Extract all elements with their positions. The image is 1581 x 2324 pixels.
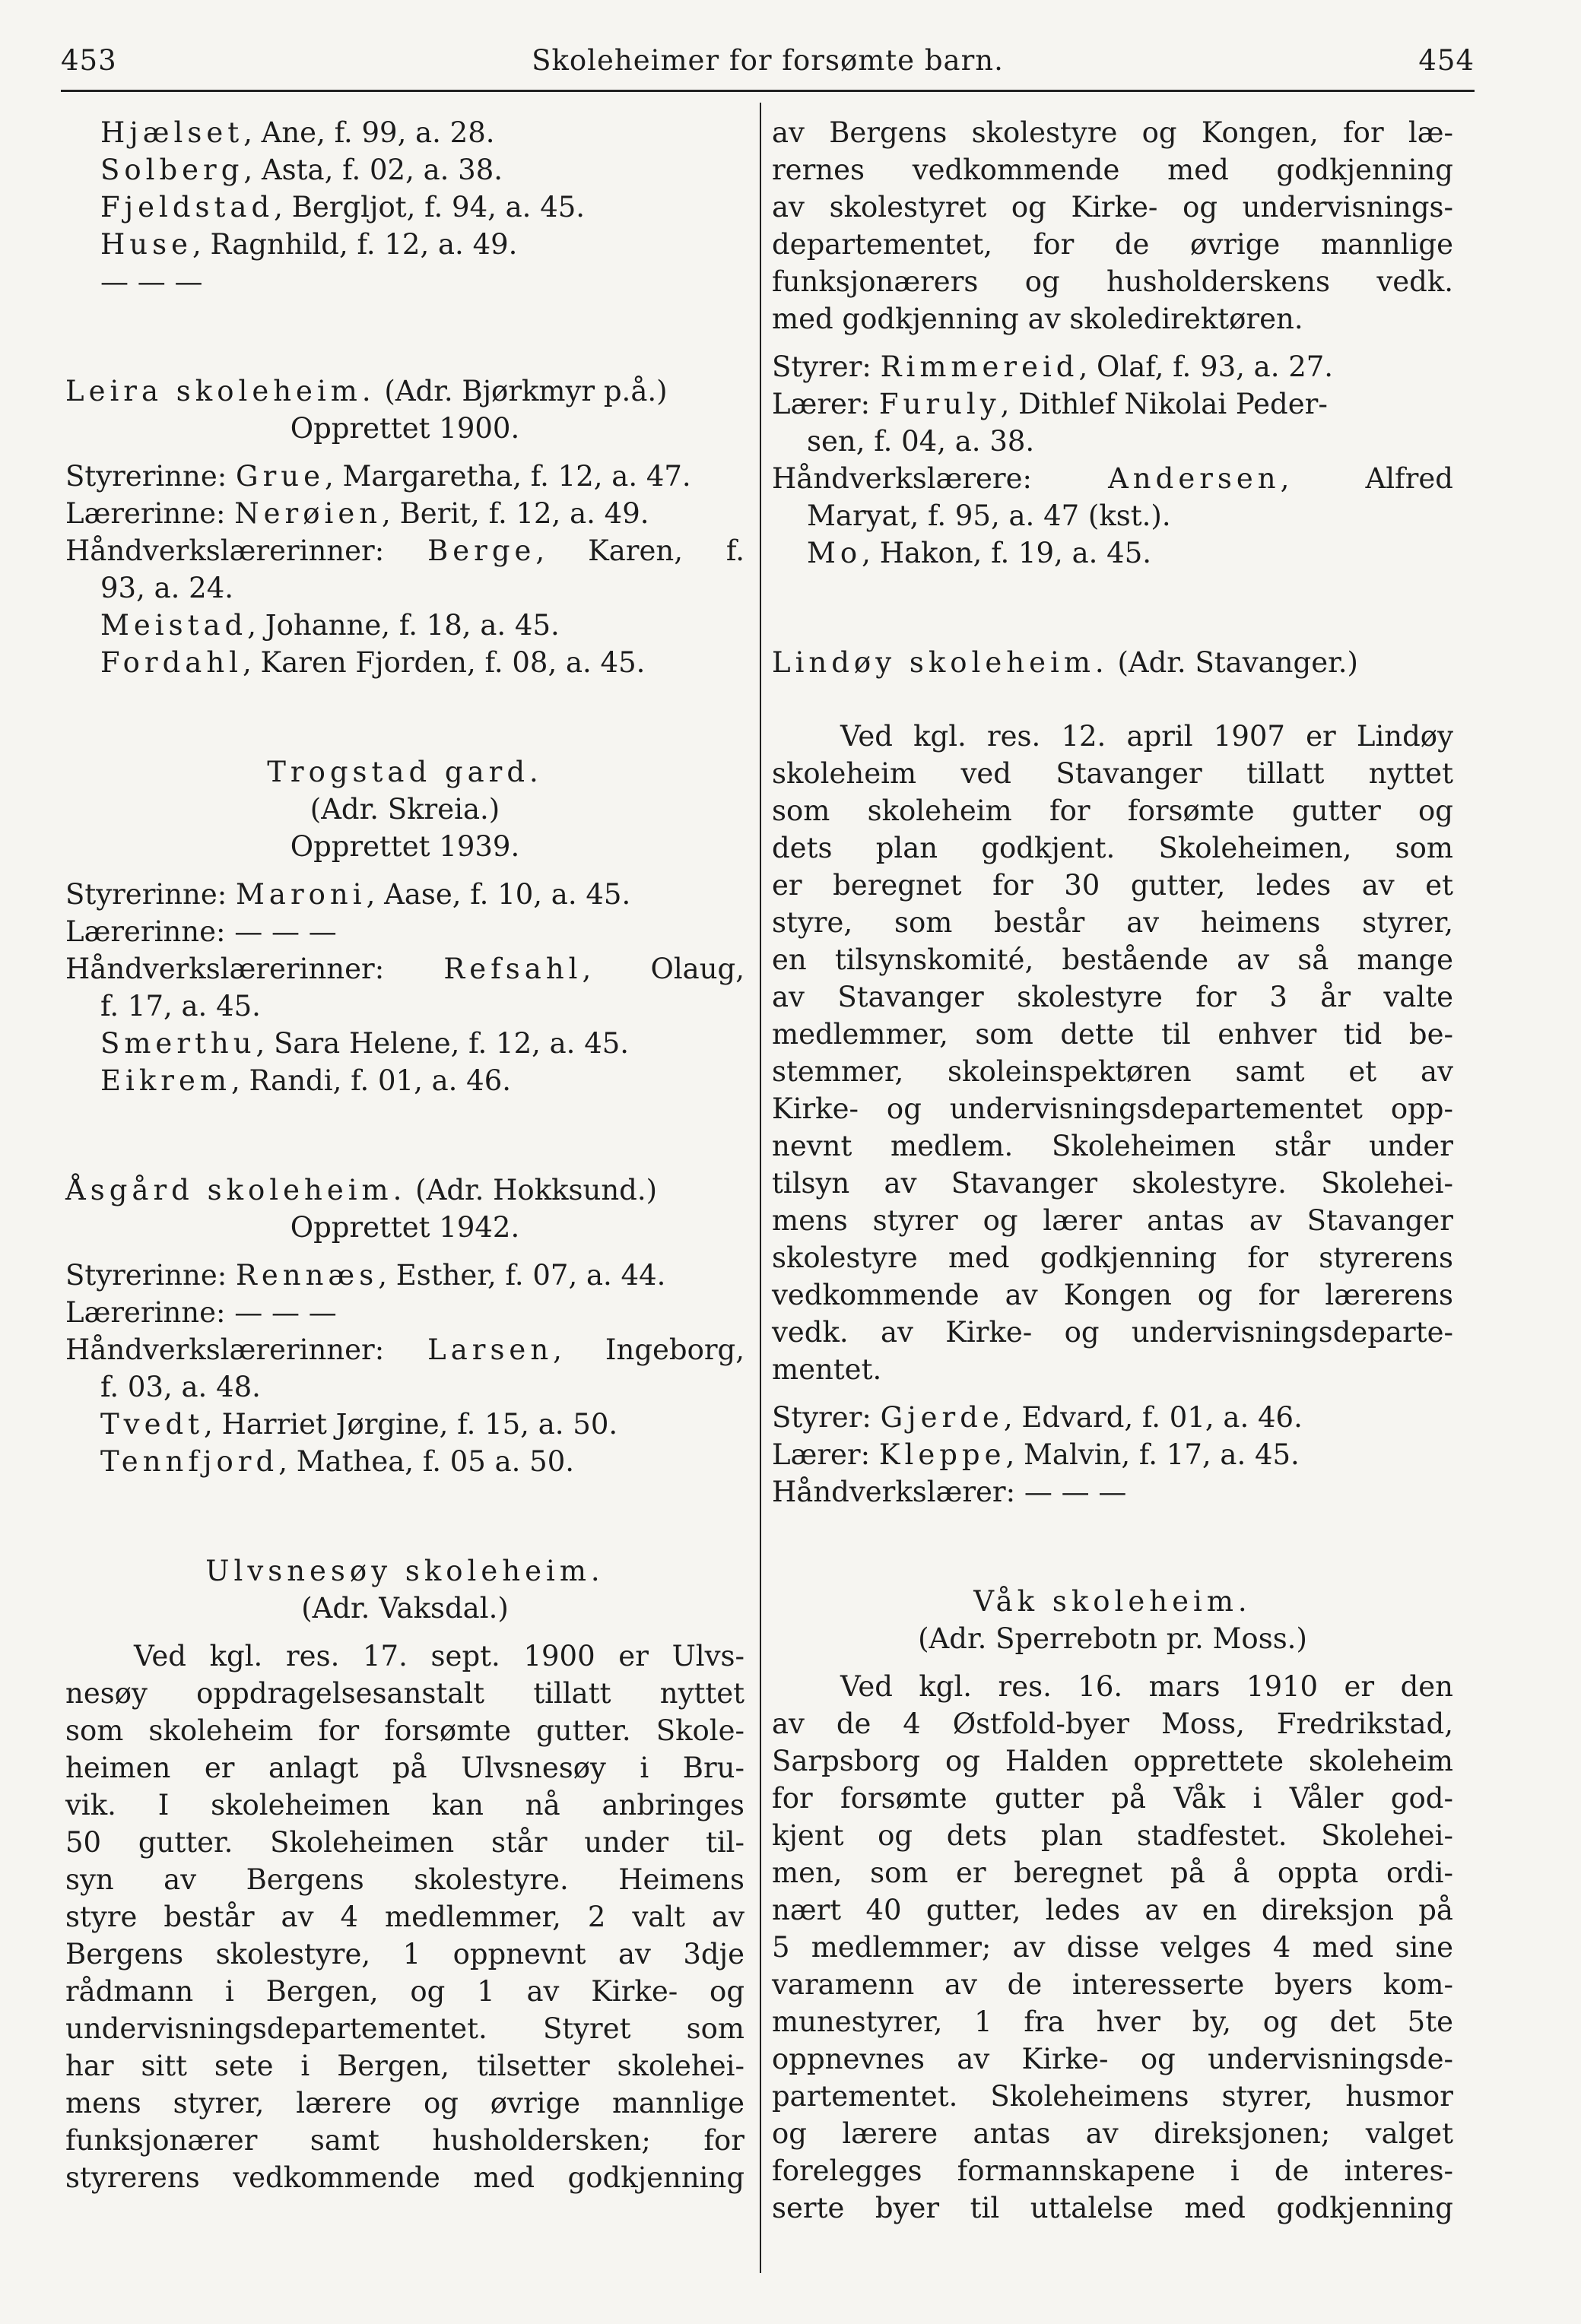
address-line: (Adr. Vaksdal.) <box>301 1592 509 1625</box>
body-line: vik. I skoleheimen kan nå anbringes <box>65 1789 744 1821</box>
staff-entry: Meistad, Johanne, f. 18, a. 45. <box>100 609 560 642</box>
address-line: (Adr. Skreia.) <box>310 793 500 826</box>
body-line: funksjonærer samt husholdersken; for <box>65 2124 744 2157</box>
body-line: 50 gutter. Skoleheimen står under til- <box>65 1826 744 1859</box>
body-line: medlemmer, som dette til enhver tid be- <box>772 1018 1453 1051</box>
body-line: rådmann i Bergen, og 1 av Kirke- og <box>65 1975 744 2008</box>
body-line: en tilsynskomité, bestående av så mange <box>772 943 1453 976</box>
body-line: vedk. av Kirke- og undervisningsdeparte- <box>772 1316 1453 1349</box>
column-divider <box>760 103 761 2273</box>
body-line: av Bergens skolestyre og Kongen, for læ- <box>772 116 1453 149</box>
body-line: vedkommende av Kongen og for lærerens <box>772 1279 1453 1311</box>
right-column <box>772 114 1453 2227</box>
staff-styrer: Styrer: Gjerde, Edvard, f. 01, a. 46. <box>772 1401 1303 1434</box>
body-line: som skoleheim for forsømte gutter og <box>772 794 1453 827</box>
vacancy-dash: — — — <box>100 265 203 298</box>
staff-handverk: Håndverkslærere: Andersen, Alfred <box>772 462 1453 495</box>
section-heading: Lindøy skoleheim. (Adr. Stavanger.) <box>772 646 1358 679</box>
staff-laerer: Lærer: Furuly, Dithlef Nikolai Peder- <box>772 388 1328 420</box>
body-line: Ved kgl. res. 16. mars 1910 er den <box>840 1670 1453 1703</box>
staff-handverk: Håndverkslærerinner: Larsen, Ingeborg, <box>65 1333 744 1366</box>
body-line: styre, som består av heimens styrer, <box>772 906 1453 939</box>
staff-entry: Solberg, Asta, f. 02, a. 38. <box>100 154 503 186</box>
body-line: styrerens vedkommende med godkjenning <box>65 2161 744 2194</box>
staff-cont: f. 17, a. 45. <box>100 990 261 1022</box>
section-heading: Våk skoleheim. <box>973 1585 1252 1618</box>
body-line: Bergens skolestyre, 1 oppnevnt av 3dje <box>65 1938 744 1970</box>
staff-cont: f. 03, a. 48. <box>100 1371 261 1403</box>
page-number-right: 454 <box>1418 44 1475 77</box>
body-line: Sarpsborg og Halden opprettete skoleheim <box>772 1745 1453 1777</box>
body-line: styre består av 4 medlemmer, 2 valt av <box>65 1901 744 1933</box>
body-line: mentet. <box>772 1353 882 1386</box>
body-line: undervisningsdepartementet. Styret som <box>65 2012 744 2045</box>
staff-entry: Hjælset, Ane, f. 99, a. 28. <box>100 116 495 149</box>
body-line: tilsyn av Stavanger skolestyre. Skolehei- <box>772 1167 1453 1200</box>
body-line: rernes vedkommende med godkjenning <box>772 154 1453 186</box>
body-line: stemmer, skoleinspektøren samt et av <box>772 1055 1453 1088</box>
body-line: med godkjenning av skoledirektøren. <box>772 303 1303 335</box>
body-line: av Stavanger skolestyre for 3 år valte <box>772 981 1453 1013</box>
body-line: mens styrer, lærere og øvrige mannlige <box>65 2087 744 2120</box>
page-number-left: 453 <box>61 44 117 77</box>
body-line: skoleheim ved Stavanger tillatt nyttet <box>772 757 1453 790</box>
body-line: heimen er anlagt på Ulvsnesøy i Bru- <box>65 1752 744 1784</box>
body-line: syn av Bergens skolestyre. Heimens <box>65 1863 744 1896</box>
body-line: nært 40 gutter, ledes av en direksjon på <box>772 1894 1453 1926</box>
body-line: Ved kgl. res. 12. april 1907 er Lindøy <box>840 720 1453 753</box>
staff-entry: Fjeldstad, Bergljot, f. 94, a. 45. <box>100 191 586 224</box>
staff-laererinne: Lærerinne: Nerøien, Berit, f. 12, a. 49. <box>65 497 649 530</box>
body-line: av de 4 Østfold-byer Moss, Fredrikstad, <box>772 1707 1453 1740</box>
body-line: som skoleheim for forsømte gutter. Skole- <box>65 1714 744 1747</box>
body-line: nevnt medlem. Skoleheimen står under <box>772 1130 1453 1162</box>
page-header <box>61 44 1475 82</box>
staff-handverk: Håndverkslærerinner: Refsahl, Olaug, <box>65 953 744 985</box>
body-line: har sitt sete i Bergen, tilsetter skolehei- <box>65 2050 744 2082</box>
running-title: Skoleheimer for forsømte barn. <box>532 44 1004 77</box>
body-line: kjent og dets plan stadfestet. Skolehei- <box>772 1819 1453 1852</box>
body-line: nesøy oppdragelsesanstalt tillatt nyttet <box>65 1677 744 1710</box>
body-line: oppnevnes av Kirke- og undervisningsde- <box>772 2043 1453 2075</box>
header-rule <box>61 90 1475 92</box>
staff-entry: Eikrem, Randi, f. 01, a. 46. <box>100 1064 512 1097</box>
staff-cont: sen, f. 04, a. 38. <box>807 425 1035 458</box>
section-heading: Åsgård skoleheim. (Adr. Hokksund.) <box>65 1174 658 1206</box>
section-heading: Leira skoleheim. (Adr. Bjørkmyr p.å.) <box>65 375 668 407</box>
body-line: forelegges formannskapene i de interes- <box>772 2154 1453 2187</box>
body-line: Kirke- og undervisningsdepartementet opp- <box>772 1092 1453 1125</box>
body-line: departementet, for de øvrige mannlige <box>772 228 1453 261</box>
body-line: funksjonærers og husholderskens vedk. <box>772 265 1453 298</box>
staff-styrerinne: Styrerinne: Maroni, Aase, f. 10, a. 45. <box>65 878 631 911</box>
staff-entry: Mo, Hakon, f. 19, a. 45. <box>807 537 1151 569</box>
body-line: mens styrer og lærer antas av Stavanger <box>772 1204 1453 1237</box>
body-line: er beregnet for 30 gutter, ledes av et <box>772 869 1453 902</box>
body-line: munestyrer, 1 fra hver by, og det 5te <box>772 2005 1453 2038</box>
staff-styrerinne: Styrerinne: Rennæs, Esther, f. 07, a. 44. <box>65 1259 666 1292</box>
staff-entry: Fordahl, Karen Fjorden, f. 08, a. 45. <box>100 646 646 679</box>
staff-entry: Tennfjord, Mathea, f. 05 a. 50. <box>100 1445 574 1478</box>
body-line: men, som er beregnet på å oppta ordi- <box>772 1856 1453 1889</box>
founded-line: Opprettet 1900. <box>290 412 520 445</box>
body-line: varamenn av de interesserte byers kom- <box>772 1968 1453 2001</box>
section-heading: Ulvsnesøy skoleheim. <box>205 1555 605 1587</box>
body-line: skolestyre med godkjenning for styrerens <box>772 1241 1453 1274</box>
body-line: 5 medlemmer; av disse velges 4 med sine <box>772 1931 1453 1964</box>
staff-entry: Smerthu, Sara Helene, f. 12, a. 45. <box>100 1027 630 1060</box>
staff-handverk: Håndverkslærer: — — — <box>772 1476 1127 1508</box>
body-line: serte byer til uttalelse med godkjenning <box>772 2192 1453 2224</box>
staff-cont: Maryat, f. 95, a. 47 (kst.). <box>807 499 1171 532</box>
staff-styrerinne: Styrerinne: Grue, Margaretha, f. 12, a. 47. <box>65 460 691 493</box>
body-line: av skolestyret og Kirke- og undervisnings- <box>772 191 1453 224</box>
body-line: Ved kgl. res. 17. sept. 1900 er Ulvs- <box>134 1640 744 1672</box>
staff-cont: 93, a. 24. <box>100 572 234 604</box>
left-column <box>65 114 744 2196</box>
staff-styrer: Styrer: Rimmereid, Olaf, f. 93, a. 27. <box>772 350 1334 383</box>
body-line: for forsømte gutter på Våk i Våler god- <box>772 1782 1453 1815</box>
staff-laerer: Lærer: Kleppe, Malvin, f. 17, a. 45. <box>772 1438 1300 1471</box>
founded-line: Opprettet 1942. <box>290 1211 520 1244</box>
address-line: (Adr. Sperrebotn pr. Moss.) <box>918 1622 1307 1655</box>
staff-entry: Tvedt, Harriet Jørgine, f. 15, a. 50. <box>100 1408 618 1441</box>
staff-entry: Huse, Ragnhild, f. 12, a. 49. <box>100 228 518 261</box>
founded-line: Opprettet 1939. <box>290 830 520 863</box>
staff-laererinne: Lærerinne: — — — <box>65 915 337 948</box>
staff-handverk: Håndverkslærerinner: Berge, Karen, f. <box>65 534 744 567</box>
body-line: partementet. Skoleheimens styrer, husmor <box>772 2080 1453 2113</box>
staff-laererinne: Lærerinne: — — — <box>65 1296 337 1329</box>
section-heading: Trogstad gard. <box>267 756 543 788</box>
body-line: dets plan godkjent. Skoleheimen, som <box>772 832 1453 864</box>
body-line: og lærere antas av direksjonen; valget <box>772 2117 1453 2150</box>
